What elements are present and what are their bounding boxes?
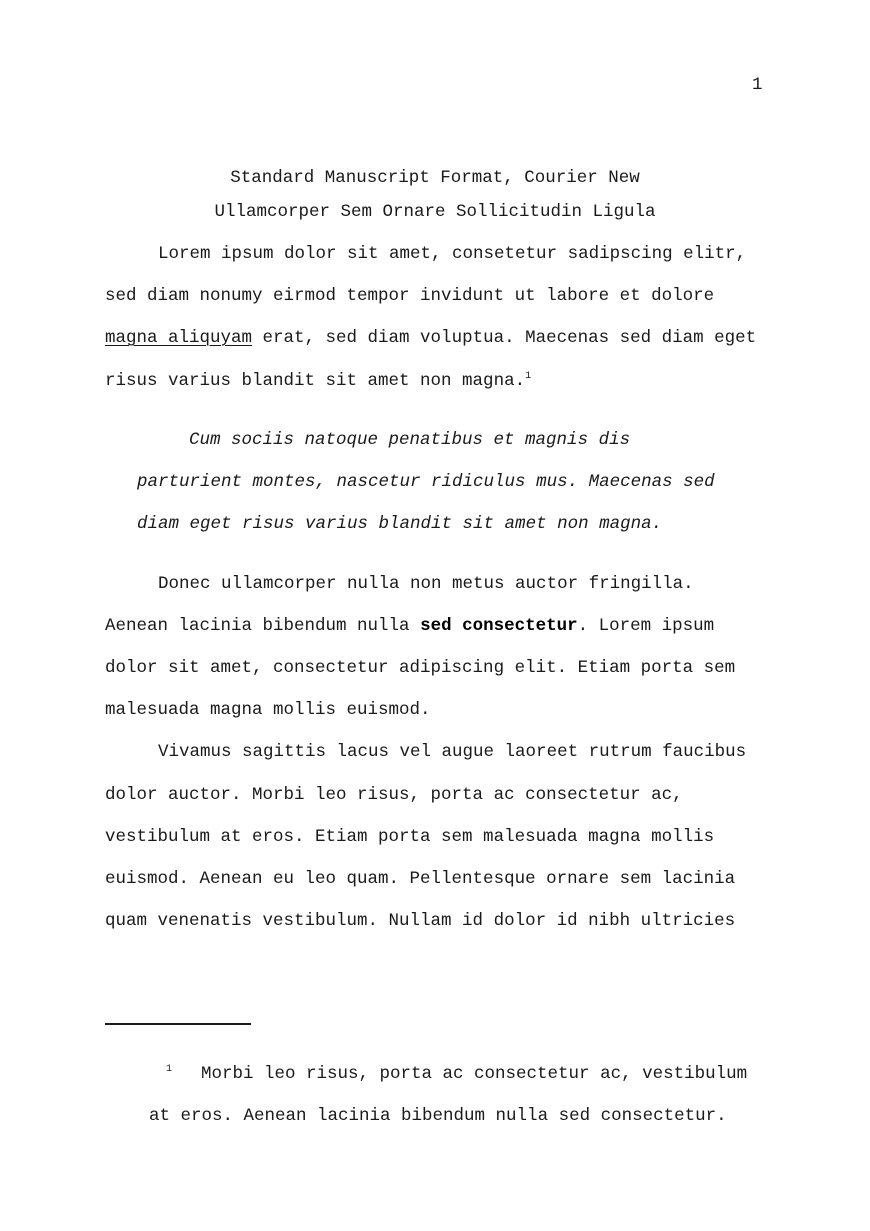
- quote-line: diam eget risus varius blandit sit amet non magna.: [137, 514, 663, 534]
- footnote-marker: 1: [166, 1064, 173, 1075]
- paragraph-text: . Lorem ipsum: [577, 616, 715, 636]
- paragraph-line: Donec ullamcorper nulla non metus auctor fringilla.: [158, 574, 694, 594]
- paragraph-line: dolor sit amet, consectetur adipiscing elit. Etiam porta sem: [105, 658, 736, 678]
- paragraph-text: erat, sed diam voluptua. Maecenas sed diam eget: [252, 328, 757, 348]
- underlined-text: magna aliquyam: [105, 328, 253, 348]
- paragraph-line: [105, 328, 756, 348]
- paragraph-text: risus varius blandit sit amet non magna.: [105, 371, 526, 391]
- paragraph-line: Vivamus sagittis lacus vel augue laoreet rutrum faucibus: [158, 742, 747, 762]
- paragraph-text: Aenean lacinia bibendum nulla: [105, 616, 421, 636]
- title-line-2: Ullamcorper Sem Ornare Sollicitudin Ligula: [214, 202, 656, 222]
- bold-text: sed consectetur: [420, 616, 578, 636]
- paragraph-line: euismod. Aenean eu leo quam. Pellentesque ornare sem lacinia: [105, 869, 736, 889]
- quote-line: parturient montes, nascetur ridiculus mus. Maecenas sed: [137, 472, 715, 492]
- title-line-1: Standard Manuscript Format, Courier New: [230, 168, 640, 188]
- paragraph-line: Lorem ipsum dolor sit amet, consetetur sadipscing elitr,: [158, 244, 747, 264]
- paragraph-line: sed diam nonumy eirmod tempor invidunt ut labore et dolore: [105, 286, 715, 306]
- paragraph-line: vestibulum at eros. Etiam porta sem malesuada magna mollis: [105, 827, 715, 847]
- paragraph-line: [105, 371, 531, 394]
- quote-line: Cum sociis natoque penatibus et magnis dis: [189, 430, 631, 450]
- paragraph-line: dolor auctor. Morbi leo risus, porta ac consectetur ac,: [105, 785, 683, 805]
- footnote-reference[interactable]: 1: [525, 371, 532, 382]
- footnote-line: at eros. Aenean lacinia bibendum nulla sed consectetur.: [149, 1106, 727, 1126]
- paragraph-line: quam venenatis vestibulum. Nullam id dolor id nibh ultricies: [105, 911, 736, 931]
- footnote-separator: [105, 1023, 251, 1025]
- paragraph-line: [105, 616, 714, 636]
- footnote-line: Morbi leo risus, porta ac consectetur ac, vestibulum: [201, 1064, 748, 1084]
- page-number: 1: [752, 75, 763, 95]
- paragraph-line: malesuada magna mollis euismod.: [105, 700, 431, 720]
